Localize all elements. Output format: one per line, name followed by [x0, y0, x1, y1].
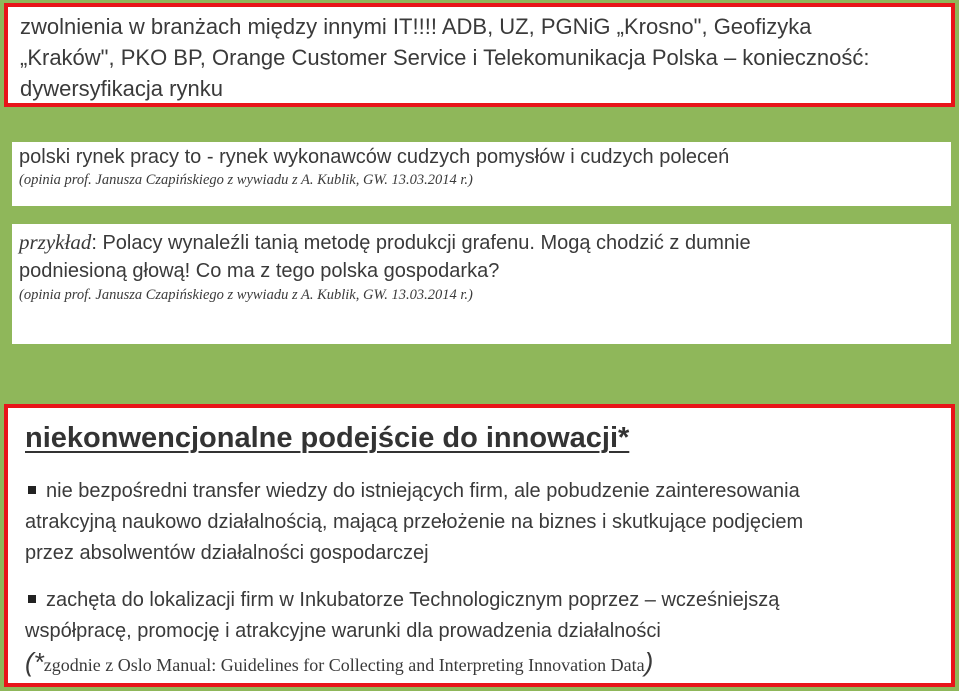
bullet-1-line-2: atrakcyjną naukowo działalnością, mającą przełożenie na biznes i skutkujące podjęciem: [25, 511, 804, 533]
example-line-2: podniesioną głową! Co ma z tego polska gospodarka?: [19, 260, 500, 282]
layoff-line-2: „Kraków", PKO BP, Orange Customer Service i Telekomunikacja Polska – konieczność:: [20, 45, 870, 70]
bullet-2-line-1: zachęta do lokalizacji firm w Inkubatorze Technologicznym poprzez – wcześniejszą: [46, 589, 780, 611]
innovation-heading: niekonwencjonalne podejście do innowacji*: [25, 422, 630, 454]
layoff-line-1: zwolnienia w branżach między innymi IT!!!! ADB, UZ, PGNiG „Krosno", Geofizyka: [20, 14, 812, 39]
bullet-item-2: [25, 585, 951, 647]
graphene-example-box: [12, 224, 951, 344]
footnote-close: ): [644, 647, 654, 677]
labor-market-quote: polski rynek pracy to - rynek wykonawców cudzych pomysłów i cudzych poleceń: [19, 146, 730, 168]
bullet-1-line-1: nie bezpośredni transfer wiedzy do istniejących firm, ale pobudzenie zainteresowania: [46, 480, 800, 502]
footnote-open: (*: [25, 647, 44, 677]
example-citation: (opinia prof. Janusza Czapińskiego z wywiadu z A. Kublik, GW. 13.03.2014 r.): [19, 287, 473, 303]
footnote-text: zgodnie z Oslo Manual: Guidelines for Collecting and Interpreting Innovation Data: [43, 655, 645, 675]
bullet-2-line-2: współpracę, promocję i atrakcyjne warunki dla prowadzenia działalności: [25, 620, 661, 642]
example-line-1-text: : Polacy wynaleźli tanią metodę produkcji grafenu. Mogą chodzić z dumnie: [91, 232, 751, 254]
square-bullet-icon: [28, 595, 36, 603]
example-label: przykład: [19, 230, 92, 254]
footnote: [25, 647, 951, 680]
example-line-1: [19, 228, 951, 257]
square-bullet-icon: [28, 486, 36, 494]
innovation-approach-box: [4, 404, 955, 687]
bullet-item-1: [25, 476, 951, 569]
layoff-callout-box: [4, 3, 955, 107]
layoff-line-3: dywersyfikacja rynku: [20, 76, 223, 101]
labor-market-quote-box: [12, 142, 951, 206]
bullet-1-line-3: przez absolwentów działalności gospodarczej: [25, 542, 429, 564]
quote-citation: (opinia prof. Janusza Czapińskiego z wywiadu z A. Kublik, GW. 13.03.2014 r.): [19, 172, 473, 188]
